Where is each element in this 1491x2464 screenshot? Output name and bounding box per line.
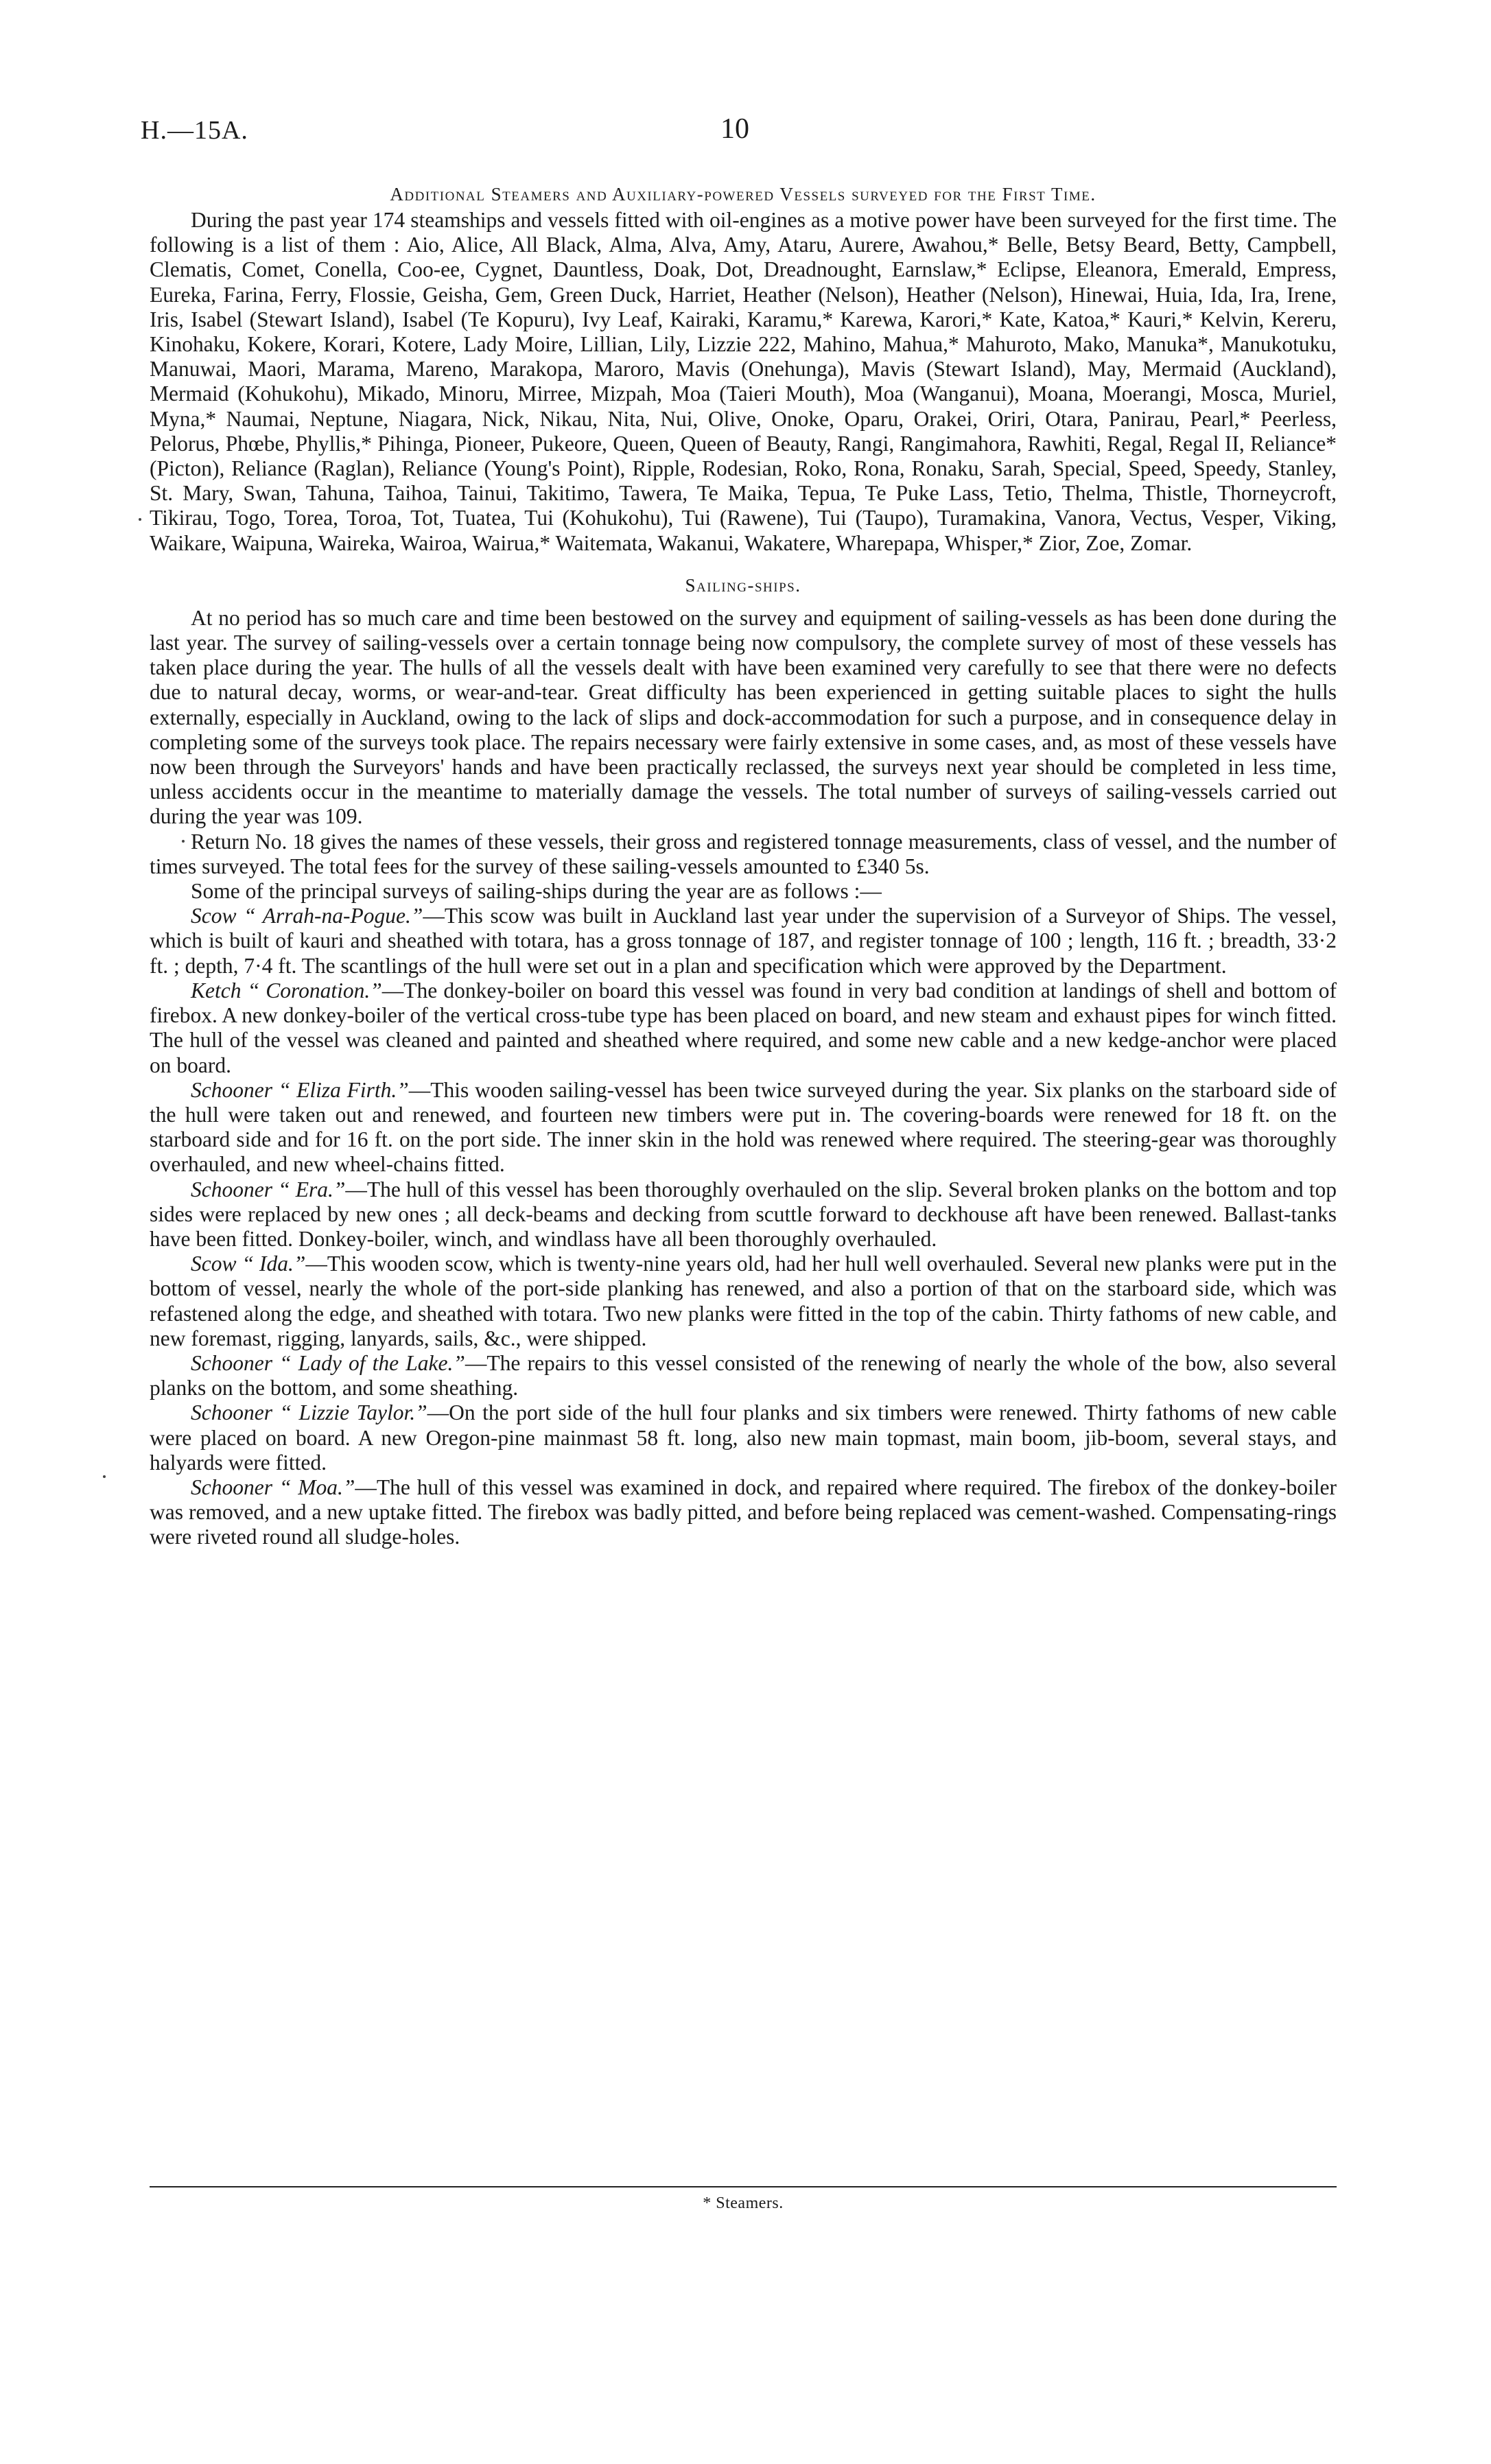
running-head: H.—15A. [141,116,248,145]
vessel-name: Scow “ Arrah-na-Pogue.” [191,904,423,928]
steamers-paragraph: During the past year 174 steamships and vessels fitted with oil-engines as a motive power have been surveyed for the first time. The following is a list of them : Aio, Alice, All Black, Alma, Alva, Amy, Ataru, Aurere, Awahou,* Belle, Betsy Beard, Betty, Campbell, Clematis, Comet, Conella, Coo-ee, Cygnet, Dauntless, Doak, Dot, Dreadnought, Earnslaw,* Eclipse, Eleanora, Emerald, Empress, Eureka, Farina, Ferry, Flossie, Geisha, Gem, Green Duck, Harriet, Heather (Nelson), Heather (Nelson), Hinewai, Huia, Ida, Ira, Irene, Iris, Isabel (Stewart Island), Isabel (Te Kopuru), Ivy Leaf, Kairaki, Karamu,* Karewa, Karori,* Kate, Katoa,* Kauri,* Kelvin, Kereru, Kinohaku, Kokere, Korari, Kotere, Lady Moire, Lillian, Lily, Lizzie 222, Mahino, Mahua,* Mahuroto, Mako, Manuka*, Manukotuku, Manuwai, Maori, Marama, Mareno, Marakopa, Maroro, Mavis (Onehunga), Mavis (Stewart Island), May, Mermaid (Auckland), Mermaid (Kohukohu), Mikado, Minoru, Mirree, Mizpah, Moa (Taieri Mouth), Moa (Wanganui), Moana, Moerangi, Mosca, Muriel, Myna,* Naumai, Neptune, Niagara, Nick, Nikau, Nita, Nui, Olive, Onoke, Oparu, Orakei, Oriri, Otara, Panirau, Pearl,* Peerless, Pelorus, Phœbe, Phyllis,* Pihinga, Pioneer, Pukeore, Queen, Queen of Beauty, Rangi, Rangimahora, Rawhiti, Regal, Regal II, Reliance* (Picton), Reliance (Raglan), Reliance (Young's Point), Ripple, Rodesian, Roko, Rona, Ronaku, Sarah, Special, Speed, Speedy, Stanley, St. Mary, Swan, Tahuna, Taihoa, Tainui, Takitimo, Tawera, Te Maika, Tepua, Te Puke Lass, Tetio, Thelma, Thistle, Thorneycroft, Tikirau, Togo, Torea, Toroa, Tot, Tuatea, Tui (Kohukohu), Tui (Rawene), Tui (Taupo), Turamakina, Vanora, Vectus, Vesper, Viking, Waikare, Waipuna, Waireka, Wairoa, Wairua,* Waitemata, Wakanui, Wakatere, Wharepapa, Whisper,* Zior, Zoe, Zomar. [150,208,1337,555]
vessel-description: —This wooden sailing-vessel has been twice surveyed during the year. Six planks on the starboard side of the hull were taken out and renewed, and fourteen new timbers were put in. The covering-boards were renewed for 18 ft. on the starboard side and for 16 ft. on the port side. The inner skin in the hold was renewed where required. The steering-gear was thoroughly overhauled, and new wheel-chains fitted. [150,1077,1337,1177]
vessel-name: Scow “ Ida.” [191,1252,306,1276]
vessel-name: Schooner “ Era.” [191,1177,346,1201]
section-heading-steamers: Additional Steamers and Auxiliary-powered Vessels surveyed for the First Time. [390,184,1096,204]
vessel-name: Schooner “ Lizzie Taylor.” [191,1400,427,1425]
scan-speck [182,840,185,843]
footnote: * Steamers. [703,2194,784,2212]
vessel-name: Schooner “ Lady of the Lake.” [191,1350,465,1375]
page-number: 10 [720,113,749,145]
vessel-entry [150,1177,1337,1252]
vessel-description: —The donkey-boiler on board this vessel was found in very bad condition at landings of shell and bottom of firebox. A new donkey-boiler of the vertical cross-tube type has been placed on board, and new steam and exhaust pipes for winch fitted. The hull of the vessel was cleaned and painted and sheathed where required, and some new cable and a new kedge-anchor were placed on board. [150,978,1337,1077]
vessel-entry [150,978,1337,1078]
vessel-description: —The hull of this vessel was examined in dock, and repaired where required. The firebox of the donkey-boiler was removed, and a new uptake fitted. The firebox was badly pitted, and before being replaced was cement-washed. Compensating-rings were riveted round all sludge-holes. [150,1475,1337,1549]
section-heading-sailing-ships: Sailing-ships. [685,574,801,596]
sailing-paragraph-3: Some of the principal surveys of sailing-ships during the year are as follows :— [191,879,882,904]
sailing-paragraph-1: At no period has so much care and time been bestowed on the survey and equipment of sailing-vessels as has been done during the last year. The survey of sailing-vessels over a certain tonnage being now compulsory, the complete survey of most of these vessels has taken place during the year. The hulls of all the vessels dealt with have been examined very carefully to see that there were no defects due to natural decay, worms, or wear-and-tear. Great difficulty has been experienced in getting suitable places to sight the hulls externally, especially in Auckland, owing to the lack of slips and dock-accommodation for such a purpose, and in consequence delay in completing some of the surveys took place. The repairs necessary were fairly extensive in some cases, and, as most of these vessels have now been through the Surveyors' hands and have been practically reclassed, the surveys next year should be completed in less time, unless accidents occur in the meantime to materially damage the vessels. The total number of surveys of sailing-vessels carried out during the year was 109. [150,605,1337,829]
vessel-description: —On the port side of the hull four planks and six timbers were renewed. Thirty fathoms of new cable were placed on board. A new Oregon-pine mainmast 58 ft. long, also new main topmast, main boom, jib-boom, several stays, and halyards were fitted. [150,1400,1337,1475]
vessel-entry [150,1475,1337,1550]
vessel-entry [150,1078,1337,1177]
vessel-name: Schooner “ Moa.” [191,1475,355,1499]
footnote-divider [150,2186,1337,2187]
vessel-entry [150,904,1337,978]
vessel-description: —This wooden scow, which is twenty-nine years old, had her hull well overhauled. Several new planks were put in the bottom of vessel, nearly the whole of the port-side planking has renewed, and also a portion of that on the starboard side, which was refastened along the edge, and sheathed with totara. Two new planks were fitted in the top of the cabin. Thirty fathoms of new cable, and new foremast, rigging, lanyards, sails, &c., were shipped. [150,1252,1337,1350]
vessel-description: —The hull of this vessel has been thoroughly overhauled on the slip. Several broken planks on the bottom and top sides were replaced by new ones ; all deck-beams and decking from scuttle forward to deckhouse aft have been renewed. Ballast-tanks have been fitted. Donkey-boiler, winch, and windlass have all been thoroughly overhauled. [150,1177,1337,1251]
scan-speck [103,1475,106,1478]
vessel-description: —The repairs to this vessel consisted of the renewing of nearly the whole of the bow, also several planks on the bottom, and some sheathing. [150,1350,1337,1400]
vessel-entry [150,1252,1337,1351]
body-content [150,184,1337,1550]
vessel-name: Ketch “ Coronation.” [191,978,382,1002]
scan-speck [139,518,141,521]
sailing-paragraph-2: Return No. 18 gives the names of these vessels, their gross and registered tonnage measurements, class of vessel, and the number of times surveyed. The total fees for the survey of these sailing-vessels amounted to £340 5s. [150,829,1337,878]
vessel-entry [150,1351,1337,1400]
vessel-name: Schooner “ Eliza Firth.” [191,1077,409,1102]
vessel-description: —This scow was built in Auckland last year under the supervision of a Surveyor of Ships. The vessel, which is built of kauri and sheathed with totara, has a gross tonnage of 187, and register tonnage of 100 ; length, 116 ft. ; breadth, 33·2 ft. ; depth, 7·4 ft. The scantlings of the hull were set out in a plan and specification which were approved by the Department. [150,904,1337,978]
vessel-entry [150,1400,1337,1475]
